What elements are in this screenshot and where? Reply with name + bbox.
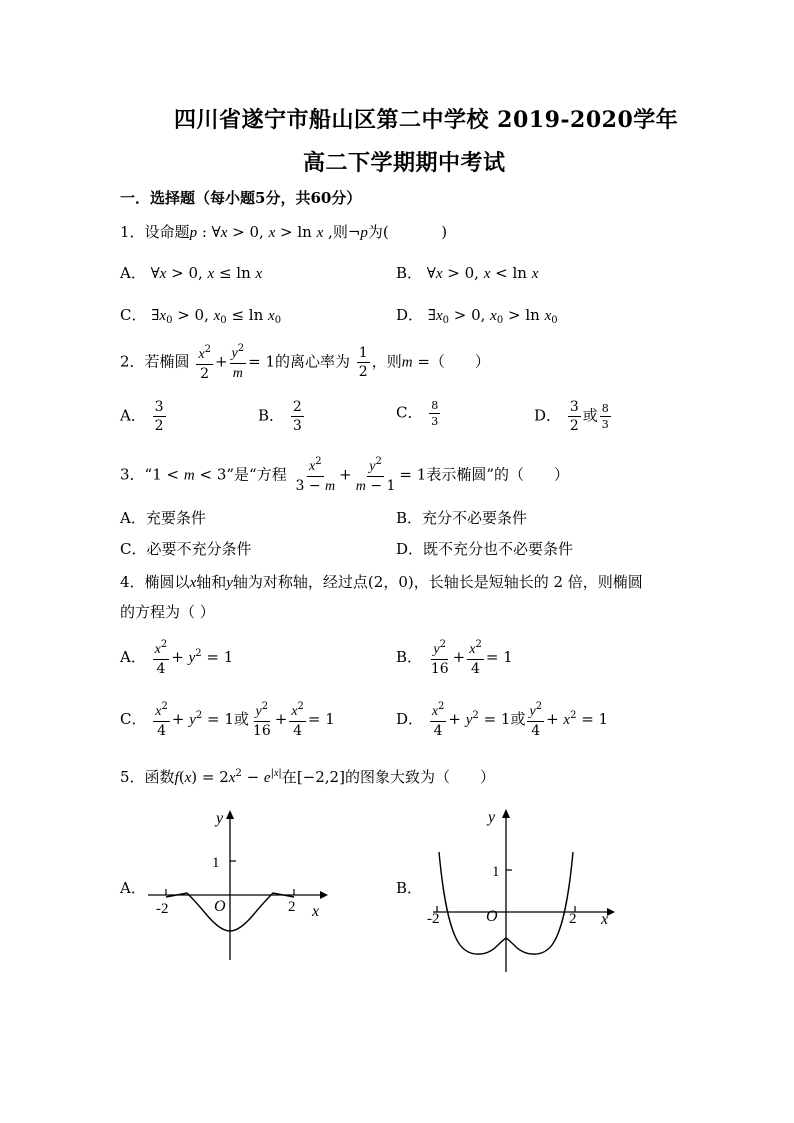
title-line-1: 四川省遂宁市船山区第二中学校 2019-2020学年 xyxy=(174,107,679,133)
x-label: x xyxy=(312,903,320,920)
q5-graph-a xyxy=(140,805,330,965)
tick-label-neg2: -2 xyxy=(427,911,440,927)
q3-option-c: C．必要不充分条件 xyxy=(120,540,252,558)
q5-graph-b xyxy=(425,800,620,978)
q3-option-a: A．充要条件 xyxy=(120,509,206,527)
q5-option-b-label: B． xyxy=(396,879,423,897)
q1-option-b: B． ∀x > 0, x < ln x xyxy=(396,264,539,282)
tick-label-2: 2 xyxy=(288,899,296,915)
x-label: x xyxy=(601,911,609,928)
question-4-line-2: 的方程为（ ） xyxy=(120,603,215,621)
question-1: 1．设命题p : ∀x > 0, x > ln x ,则¬p为( ) xyxy=(120,223,448,241)
question-5: 5．函数$f(x) = 2x^2 - e^{|x|}$在[−2,2]的图象大致为（ ） xyxy=(120,768,495,786)
q3-option-b: B．充分不必要条件 xyxy=(396,509,528,527)
y-axis-arrow-icon xyxy=(502,809,510,818)
q2-option-d: D． $\frac{3}{2}$ 或 $\frac{8}{3}$ xyxy=(534,399,609,434)
q4-option-b: B． $\frac{y^2}{16}$ + $\frac{x^2}{4}$ = 1 xyxy=(396,639,513,677)
origin-label: O xyxy=(214,898,226,915)
x-axis-arrow-icon xyxy=(607,908,615,916)
tick-label-neg2: -2 xyxy=(156,901,169,917)
q4-option-c: C． $\frac{x^2}{4}$ + $y^2 = 1$或 $\frac{y^2}{16}$ + $\frac{x^2}{4}$ = 1 xyxy=(120,701,335,739)
q2-option-c: C． $\frac{8}{3}$ xyxy=(396,399,439,428)
y-label: y xyxy=(488,809,496,826)
q4-option-d: D． $\frac{x^2}{4}$ + $y^2 = 1$或 $\frac{y^2}{4}$ + $x^2 = 1$ xyxy=(396,701,609,739)
q2-option-b: B． $\frac{2}{3}$ xyxy=(258,399,302,434)
q1-option-d: D． $\exists x_0 > 0$, $x_0 > \ln x_0$ xyxy=(396,306,558,326)
question-4-line-1: 4．椭圆以x轴和y轴为对称轴，经过点(2，0)，长轴长是短轴长的 2 倍，则椭圆 xyxy=(120,573,643,591)
y-label: y xyxy=(216,810,224,827)
title-line-2: 高二下学期期中考试 xyxy=(303,150,506,176)
tick-label-1: 1 xyxy=(212,855,220,871)
tick-label-2: 2 xyxy=(569,911,577,927)
q5-option-a-label: A． xyxy=(120,879,146,897)
x-axis-arrow-icon xyxy=(320,891,328,899)
question-3: 3．“1 < m < 3”是“方程 $\frac{x^2}{3 - m}$ + $\frac{y^2}{m - 1}$ = 1表示椭圆”的（ ） xyxy=(120,456,569,494)
y-axis-arrow-icon xyxy=(226,810,234,819)
q2-option-a: A． $\frac{3}{2}$ xyxy=(120,399,164,434)
q1-option-c: C． $\exists x_0 > 0$, $x_0 \le \ln x_0$ xyxy=(120,306,282,326)
question-2: 2．若椭圆 $\frac{x^2}{2}$ + $\frac{y^2}{m}$ = 1的离心率为 $\frac{1}{2}$ ，则m =（ ） xyxy=(120,343,490,382)
tick-label-1: 1 xyxy=(492,864,500,880)
origin-label: O xyxy=(486,908,498,925)
q3-option-d: D．既不充分也不必要条件 xyxy=(396,540,574,558)
q1-option-a: A． ∀x > 0, x ≤ ln x xyxy=(120,264,263,282)
q4-option-a: A． $\frac{x^2}{4}$ + $y^2 = 1$ xyxy=(120,639,234,677)
section-heading: 一．选择题（每小题5分，共60分） xyxy=(120,189,362,207)
